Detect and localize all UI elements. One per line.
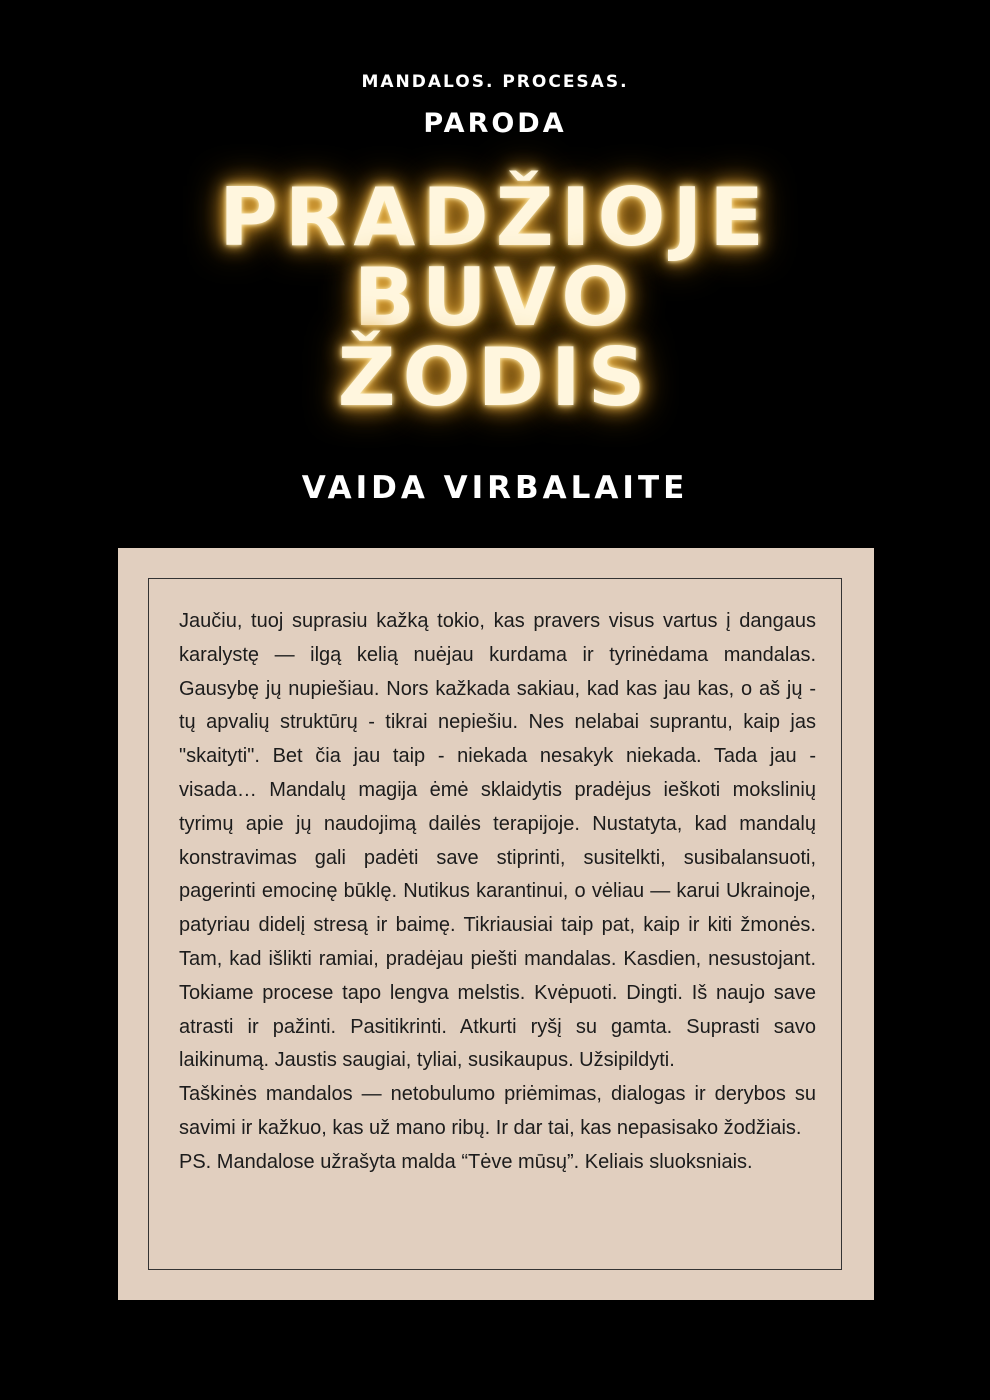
exhibition-title [0, 171, 990, 424]
body-text [179, 605, 816, 1180]
body-paragraph-1: Jaučiu, tuoj suprasiu kažką tokio, kas pravers visus vartus į dangaus karalystę — ilgą kelią nuėjau kurdama ir tyrinėdama mandalas. Gausybę jų nupiešiau. Nors kažkada sakiau, kad kas jau kas, o aš jų - tų apvalių struktūrų - tikrai nepiešiu. Nes nelabai suprantu, kaip jas "skaityti". Bet čia jau taip - niekada nesakyk niekada. Tada jau - visada… Mandalų magija ėmė sklaidytis pradėjus ieškoti mokslinių tyrimų apie jų naudojimą dailės terapijoje. Nustatyta, kad mandalų konstravimas gali padėti save stiprinti, susitelkti, susibalansuoti, pagerinti emocinę būklę. Nutikus karantinui, o vėliau — karui Ukrainoje, patyriau didelį stresą ir baimę. Tikriausiai taip pat, kaip ir kiti žmonės. Tam, kad išlikti ramiai, pradėjau piešti mandalas. Kasdien, nesustojant. Tokiame procese tapo lengva melstis. Kvėpuoti. Dingti. Iš naujo save atrasti ir pažinti. Pasitikrinti. Atkurti ryšį su gamta. Suprasti savo laikinumą. Jaustis saugiai, tyliai, susikaupus. Užsipildyti. [179, 610, 816, 1072]
exhibition-kicker: MANDALOS. PROCESAS. [361, 72, 629, 92]
body-paragraph-3: PS. Mandalose užrašyta malda “Tėve mūsų”. Keliais sluoksniais. [179, 1150, 753, 1173]
title-line-2: BUVO [353, 251, 637, 344]
title-line-3: ŽODIS [337, 331, 653, 424]
body-paragraph-2: Taškinės mandalos — netobulumo priėmimas, dialogas ir derybos su savimi ir kažkuo, kas už mano ribų. Ir dar tai, kas nepasisako žodžiais. [179, 1083, 816, 1139]
event-type-heading: PARODA [423, 108, 567, 139]
author-name: VAIDA VIRBALAITE [301, 470, 689, 506]
title-line-1: PRADŽIOJE [219, 171, 771, 264]
text-panel-frame [148, 578, 842, 1270]
text-panel [118, 548, 874, 1300]
